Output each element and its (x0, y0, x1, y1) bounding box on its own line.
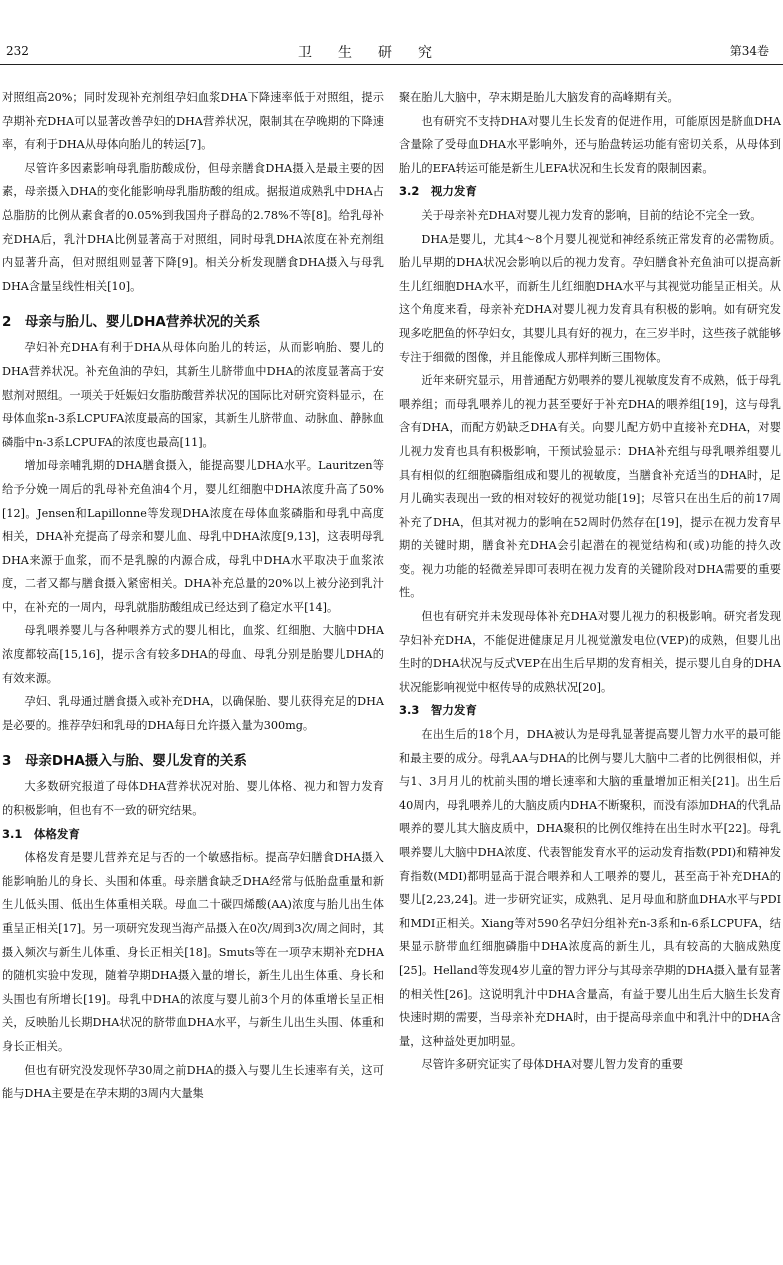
paragraph: DHA是婴儿，尤其4～8个月婴儿视觉和神经系统正常发育的必需物质。胎儿早期的DHA状况会影响以后的视力发育。孕妇膳食补充鱼油可以提高新生儿红细胞DHA水平，而新生儿红细胞DHA水平与其视觉功能呈正相关。从这个角度来看，母亲补充DHA对婴儿视力发育具有积极的影响。如有研究发现多吃肥鱼的怀孕妇女，其婴儿具有好的视力，在三岁半时，这些孩子就能够专注于细微的图像，并且能像成人那样判断三围物体。 (399, 232, 781, 364)
paragraph: 近年来研究显示，用普通配方奶喂养的婴儿视敏度发育不成熟，低于母乳喂养组；而母乳喂养儿的视力甚至要好于补充DHA的喂养组[19]，这与母乳含有DHA，而配方奶缺乏DHA有关。向婴儿配方奶中直接补充DHA，对婴儿视力发育也具有积极影响，干预试验显示：DHA补充组与母乳喂养组婴儿具有相似的红细胞磷脂组成和婴儿的视敏度，当膳食补充适当的DHA时，足月儿确实表现出一致的相对较好的视觉功能[19]；尽管只在出生后的前17周补充了DHA，但其对视力的影响在52周时仍然存在[19]，提示在视力发育早期的关键时期，膳食补充DHA会引起潜在的视觉结构和(或)功能的持久改变。视力功能的轻微差异即可表明在视力发育的关键阶段对DHA需要的重要性。 (399, 374, 781, 600)
page-header (0, 0, 783, 62)
article-body (0, 86, 783, 1106)
paragraph: 但也有研究并未发现母体补充DHA对婴儿视力的积极影响。研究者发现孕妇补充DHA，不能促进健康足月儿视觉激发电位(VEP)的成熟，但婴儿出生时的DHA状况与反式VEP在出生后早期的发育相关，提示婴儿自身的DHA状况能影响视觉中枢传导的成熟状况[20]。 (399, 610, 781, 694)
section-heading: 3 母亲DHA摄入与胎、婴儿发育的关系 (2, 753, 247, 770)
subsection-heading: 3.3 智力发育 (399, 703, 477, 718)
right-column (399, 86, 781, 1106)
paragraph: 但也有研究没发现怀孕30周之前DHA的摄入与婴儿生长速率有关，这可能与DHA主要是在孕末期的3周内大量集 (2, 1063, 384, 1101)
paragraph: 也有研究不支持DHA对婴儿生长发育的促进作用，可能原因是脐血DHA含量除了受母血DHA水平影响外，还与胎盘转运功能有密切关系，从母体到胎儿的EFA转运可能是新生儿EFA状况和生长发育的限制因素。 (399, 114, 781, 175)
paragraph: 大多数研究报道了母体DHA营养状况对胎、婴儿体格、视力和智力发育的积极影响，但也有不一致的研究结果。 (2, 780, 384, 818)
paragraph: 尽管许多因素影响母乳脂肪酸成份，但母亲膳食DHA摄入是最主要的因素，母亲摄入DHA的变化能影响母乳脂肪酸的组成。据报道成熟乳中DHA占总脂肪的比例从素食者的0.05%到我国舟子群岛的2.78%不等[8]。给乳母补充DHA后，乳汁DHA比例显著高于对照组，同时母乳DHA浓度在补充剂组内显著升高，但对照组则显著下降[9]。相关分析发现膳食DHA摄入与母乳DHA含量呈线性相关[10]。 (2, 161, 384, 293)
subsection-heading: 3.2 视力发育 (399, 184, 477, 199)
paragraph: 孕妇、乳母通过膳食摄入或补充DHA，以确保胎、婴儿获得充足的DHA是必要的。推荐孕妇和乳母的DHA每日允许摄入量为300mg。 (2, 695, 384, 732)
paragraph: 聚在胎儿大脑中，孕末期是胎儿大脑发育的高峰期有关。 (399, 91, 679, 104)
paragraph: 体格发育是婴儿营养充足与否的一个敏感指标。提高孕妇膳食DHA摄入能影响胎儿的身长、头围和体重。母亲膳食缺乏DHA经常与低胎盘重量和新生儿低头围、低出生体重相关联。母血二十碳四烯酸(AA)浓度与胎儿出生体重呈正相关[17]。另一项研究发现当海产品摄入在0次/周到3次/周之间时，其摄入频次与新生儿体重、身长正相关[18]。Smuts等在一项孕末期补充DHA的随机实验中发现，随着孕期DHA摄入量的增长，新生儿出生体重、身长和头围也有所增长[19]。母乳中DHA的浓度与婴儿前3个月的体重增长呈正相关，反映胎儿长期DHA状况的脐带血DHA水平，与新生儿出生头围、体重和身长正相关。 (2, 851, 384, 1053)
volume-label: 第34卷 (729, 44, 769, 58)
journal-title: 卫生研究 (298, 45, 458, 61)
paragraph: 尽管许多研究证实了母体DHA对婴儿智力发育的重要 (421, 1058, 684, 1072)
subsection-heading: 3.1 体格发育 (2, 826, 80, 841)
section-heading: 2 母亲与胎儿、婴儿DHA营养状况的关系 (2, 314, 261, 331)
paragraph: 孕妇补充DHA有利于DHA从母体向胎儿的转运，从而影响胎、婴儿的DHA营养状况。补充鱼油的孕妇，其新生儿脐带血中DHA的浓度显著高于安慰剂对照组。一项关于妊娠妇女脂肪酸营养状况的国际比对研究资料显示，在母体血浆n-3系LCPUFA浓度最高的国家，其新生儿脐带血、动脉血、静脉血磷脂中n-3系LCPUFA的浓度也最高[11]。 (2, 341, 384, 449)
paragraph: 在出生后的18个月，DHA被认为是母乳显著提高婴儿智力水平的最可能和最主要的成分。母乳AA与DHA的比例与婴儿大脑中二者的比例很相似，并与1、3月月儿的枕前头围的增长速率和大脑的重量增加正相关[21]。出生后40周内，母乳喂养儿的大脑皮质内DHA不断聚积，而没有添加DHA的代乳品喂养的婴儿其大脑皮质中，DHA聚积的比例仅维持在出生时水平[22]。母乳喂养婴儿大脑中DHA浓度、代表智能发育水平的运动发育指数(PDI)和精神发育指数(MDI)都明显高于混合喂养和人工喂养的婴儿，甚至高于补充DHA的婴儿[2,23,24]。进一步研究证实，成熟乳、足月母血和脐血DHA水平与PDI和MDI正相关。Xiang等对590名孕妇分组补充n-3系和n-6系LCPUFA，结果显示脐带血红细胞磷脂中DHA浓度高的新生儿，具有较高的大脑成熟度[25]。Helland等发现4岁儿童的智力评分与其母亲孕期的DHA摄入量有显著的相关性[26]。这说明乳汁中DHA含量高，有益于婴儿出生后大脑生长发育快速时期的需要，当母亲补充DHA时，由于提高母亲血中和乳汁中的DHA含量，这种益处更加明显。 (399, 728, 781, 1048)
page-number: 232 (6, 44, 29, 58)
paragraph: 母乳喂养婴儿与各种喂养方式的婴儿相比，血浆、红细胞、大脑中DHA浓度都较高[15,16]，提示含有较多DHA的母血、母乳分别是胎婴儿DHA的有效来源。 (2, 624, 384, 685)
paragraph: 关于母亲补充DHA对婴儿视力发育的影响，目前的结论不完全一致。 (421, 208, 762, 222)
left-column (2, 86, 384, 1106)
paragraph: 增加母亲哺乳期的DHA膳食摄入，能提高婴儿DHA水平。Lauritzen等给予分娩一周后的乳母补充鱼油4个月，婴儿红细胞中DHA浓度升高了50%[12]。Jensen和Lapillonne等发现DHA浓度在母体血浆磷脂和母乳中高度相关，DHA补充提高了母亲和婴儿血、母乳中DHA浓度[9,13]，这表明母乳DHA来源于血浆，而不是乳腺的内源合成，母乳中DHA水平取决于血浆浓度，二者又都与膳食摄入紧密相关。DHA补充总量的20%以上被分泌到乳汁中，在补充的一周内，母乳就脂肪酸组成已经达到了稳定水平[14]。 (2, 459, 384, 614)
paragraph: 对照组高20%；同时发现补充剂组孕妇血浆DHA下降速率低于对照组，提示孕期补充DHA可以显著改善孕妇的DHA营养状况，限制其在孕晚期的下降速率，有利于DHA从母体向胎儿的转运[7]。 (2, 91, 384, 152)
header-rule (0, 64, 783, 65)
